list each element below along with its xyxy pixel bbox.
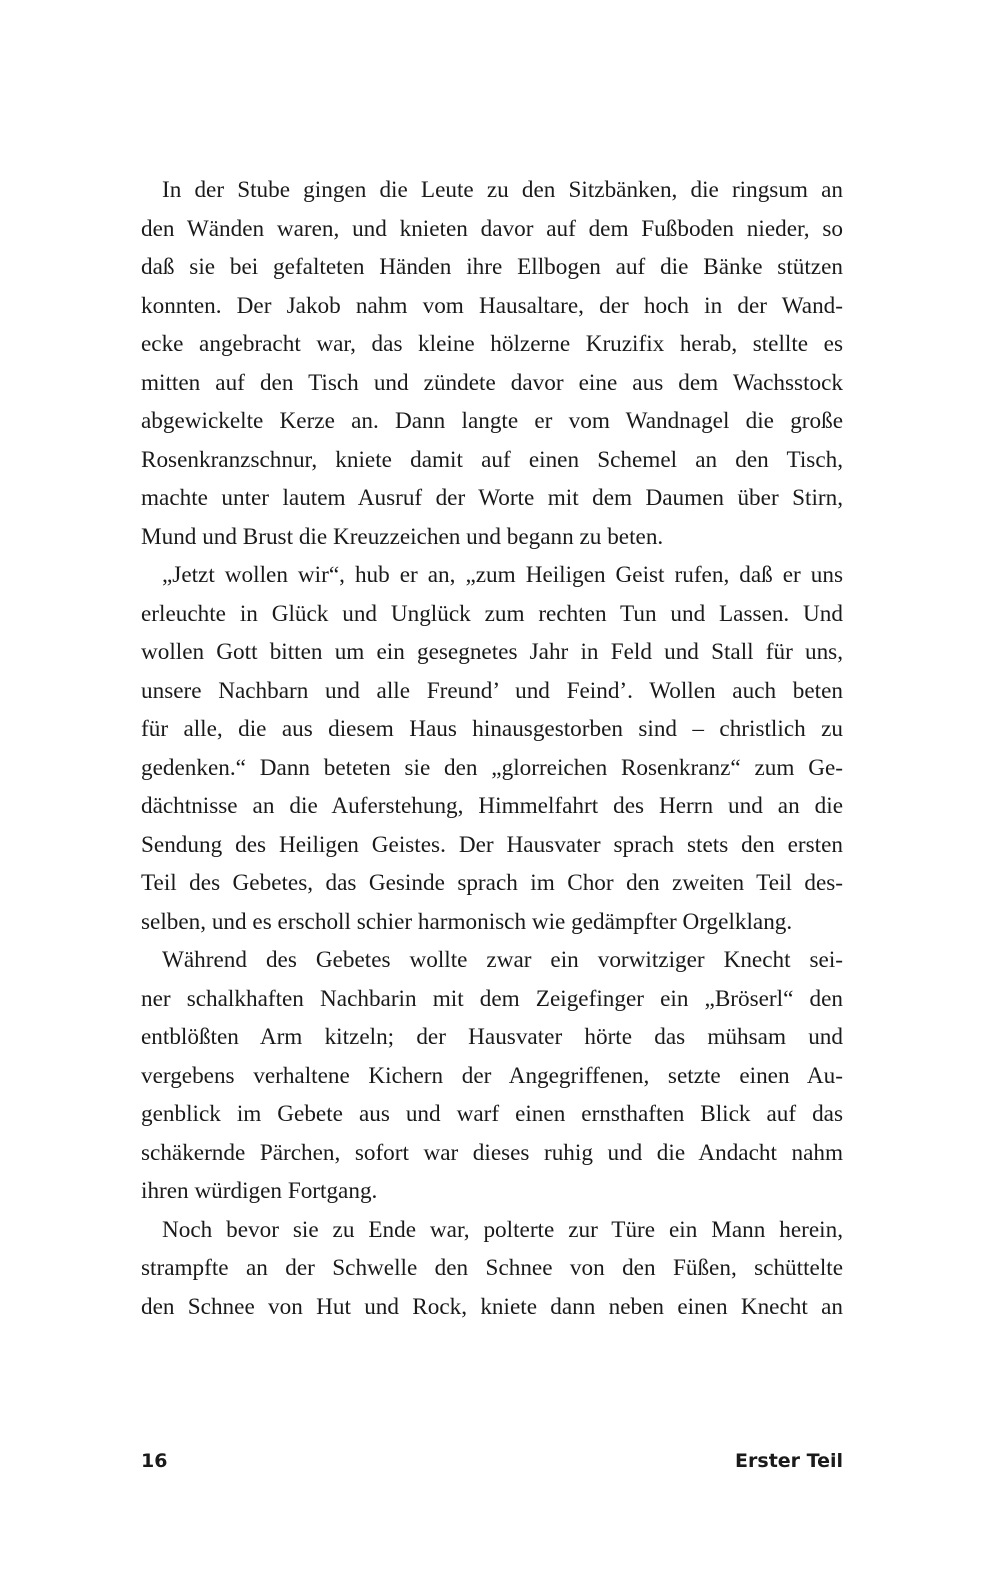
text-line: für alle, die aus diesem Haus hinausgestorben sind – christlich zu <box>141 716 843 742</box>
text-line: ecke angebracht war, das kleine hölzerne Kruzifix herab, stellte es <box>141 331 843 357</box>
text-line: ner schalkhaften Nachbarin mit dem Zeigefinger ein „Bröserl“ den <box>141 985 843 1012</box>
text-line: ihren würdigen Fortgang. <box>141 1178 378 1204</box>
text-line: „Jetzt wollen wir“, hub er an, „zum Heiligen Geist rufen, daß er uns <box>162 562 843 588</box>
text-line: In der Stube gingen die Leute zu den Sitzbänken, die ringsum an <box>162 177 843 203</box>
paragraph <box>141 941 843 1211</box>
text-line: machte unter lautem Ausruf der Worte mit dem Daumen über Stirn, <box>141 485 843 511</box>
text-line: daß sie bei gefalteten Händen ihre Ellbogen auf die Bänke stützen <box>141 254 843 280</box>
text-line: den Wänden waren, und knieten davor auf dem Fußboden nieder, so <box>141 215 843 242</box>
text-line: wollen Gott bitten um ein gesegnetes Jahr in Feld und Stall für uns, <box>141 639 843 665</box>
text-line: abgewickelte Kerze an. Dann langte er vom Wandnagel die große <box>141 408 843 434</box>
text-line: vergebens verhaltene Kichern der Angegriffenen, setzte einen Au- <box>141 1062 843 1089</box>
text-line: entblößten Arm kitzeln; der Hausvater hörte das mühsam und <box>141 1024 843 1050</box>
paragraph <box>141 171 843 556</box>
text-line: Während des Gebetes wollte zwar ein vorwitziger Knecht sei- <box>162 947 843 973</box>
text-line: den Schnee von Hut und Rock, kniete dann neben einen Knecht an <box>141 1293 843 1320</box>
running-head: Erster Teil <box>735 1450 843 1472</box>
text-line: Mund und Brust die Kreuzzeichen und begann zu beten. <box>141 523 664 550</box>
body-text <box>141 171 843 1326</box>
text-line: schäkernde Pärchen, sofort war dieses ruhig und die Andacht nahm <box>141 1139 843 1166</box>
text-line: gedenken.“ Dann beteten sie den „glorreichen Rosenkranz“ zum Ge- <box>141 754 843 781</box>
text-line: selben, und es erscholl schier harmonisch wie gedämpfter Orgelklang. <box>141 908 793 935</box>
text-line: genblick im Gebete aus und warf einen ernsthaften Blick auf das <box>141 1101 843 1127</box>
text-line: mitten auf den Tisch und zündete davor eine aus dem Wachsstock <box>141 369 843 396</box>
text-line: unsere Nachbarn und alle Freund’ und Feind’. Wollen auch beten <box>141 677 843 704</box>
paragraph <box>141 1211 843 1327</box>
paragraph <box>141 556 843 941</box>
text-line: dächtnisse an die Auferstehung, Himmelfahrt des Herrn und an die <box>141 793 843 819</box>
text-line: Rosenkranzschnur, kniete damit auf einen Schemel an den Tisch, <box>141 446 843 473</box>
text-line: Teil des Gebetes, das Gesinde sprach im Chor den zweiten Teil des- <box>141 870 843 896</box>
text-line: strampfte an der Schwelle den Schnee von den Füßen, schüttelte <box>141 1255 843 1281</box>
page-footer <box>141 1450 843 1476</box>
page-number: 16 <box>141 1450 168 1472</box>
text-line: Noch bevor sie zu Ende war, polterte zur Türe ein Mann herein, <box>162 1216 843 1243</box>
text-line: konnten. Der Jakob nahm vom Hausaltare, der hoch in der Wand- <box>141 292 843 319</box>
text-line: Sendung des Heiligen Geistes. Der Hausvater sprach stets den ersten <box>141 831 843 858</box>
text-line: erleuchte in Glück und Unglück zum rechten Tun und Lassen. Und <box>141 600 843 627</box>
